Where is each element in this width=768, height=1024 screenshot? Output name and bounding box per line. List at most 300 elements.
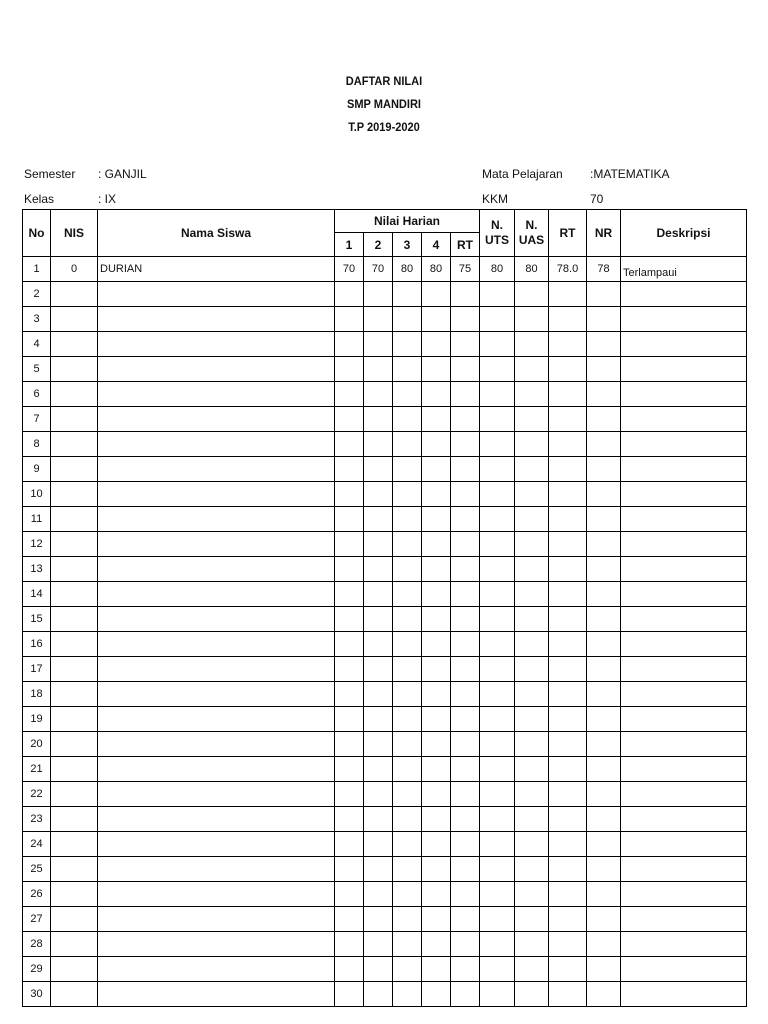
row-harian-4 xyxy=(422,882,451,907)
row-harian-3 xyxy=(393,682,422,707)
row-nr xyxy=(587,357,621,382)
row-harian-1 xyxy=(335,782,364,807)
row-deskripsi xyxy=(621,382,747,407)
semester-label: Semester xyxy=(24,167,76,181)
subject-label: Mata Pelajaran xyxy=(482,167,563,181)
row-nama-siswa: DURIAN xyxy=(98,257,335,282)
row-nis xyxy=(51,507,98,532)
row-number: 28 xyxy=(23,932,51,957)
table-row xyxy=(23,907,747,932)
row-number: 12 xyxy=(23,532,51,557)
row-harian-4 xyxy=(422,932,451,957)
row-nama-siswa xyxy=(98,507,335,532)
row-harian-4 xyxy=(422,732,451,757)
table-row xyxy=(23,557,747,582)
row-number: 19 xyxy=(23,707,51,732)
row-harian-rt xyxy=(451,332,480,357)
row-nis xyxy=(51,357,98,382)
row-deskripsi xyxy=(621,507,747,532)
row-nr: 78 xyxy=(587,257,621,282)
row-n-uas xyxy=(515,657,549,682)
row-deskripsi xyxy=(621,857,747,882)
table-row xyxy=(23,607,747,632)
row-number: 25 xyxy=(23,857,51,882)
row-nr xyxy=(587,782,621,807)
row-nr xyxy=(587,382,621,407)
row-nis xyxy=(51,782,98,807)
row-harian-2 xyxy=(364,307,393,332)
row-harian-1 xyxy=(335,932,364,957)
row-nr xyxy=(587,457,621,482)
row-nis xyxy=(51,557,98,582)
row-nis xyxy=(51,982,98,1007)
row-harian-4 xyxy=(422,857,451,882)
row-rt xyxy=(549,932,587,957)
row-deskripsi xyxy=(621,782,747,807)
row-n-uts xyxy=(480,357,515,382)
table-row xyxy=(23,682,747,707)
row-harian-3 xyxy=(393,882,422,907)
row-harian-3 xyxy=(393,657,422,682)
row-nama-siswa xyxy=(98,307,335,332)
row-nr xyxy=(587,982,621,1007)
row-nis xyxy=(51,857,98,882)
row-harian-1 xyxy=(335,532,364,557)
row-rt xyxy=(549,732,587,757)
row-harian-1 xyxy=(335,282,364,307)
row-nama-siswa xyxy=(98,582,335,607)
row-nama-siswa xyxy=(98,482,335,507)
row-rt xyxy=(549,357,587,382)
row-harian-rt xyxy=(451,982,480,1007)
row-nis xyxy=(51,482,98,507)
row-n-uts xyxy=(480,807,515,832)
row-harian-1 xyxy=(335,907,364,932)
grades-table-body xyxy=(23,257,747,1007)
table-row xyxy=(23,332,747,357)
row-n-uas xyxy=(515,532,549,557)
row-nr xyxy=(587,832,621,857)
row-deskripsi xyxy=(621,807,747,832)
row-deskripsi xyxy=(621,732,747,757)
row-nama-siswa xyxy=(98,657,335,682)
row-number: 29 xyxy=(23,957,51,982)
row-n-uas xyxy=(515,982,549,1007)
row-harian-1 xyxy=(335,732,364,757)
table-row xyxy=(23,982,747,1007)
row-harian-rt xyxy=(451,557,480,582)
row-n-uts xyxy=(480,707,515,732)
row-nama-siswa xyxy=(98,707,335,732)
row-nr xyxy=(587,432,621,457)
row-harian-rt xyxy=(451,657,480,682)
row-nr xyxy=(587,807,621,832)
row-harian-3 xyxy=(393,282,422,307)
row-nama-siswa xyxy=(98,682,335,707)
row-nr xyxy=(587,732,621,757)
row-rt xyxy=(549,632,587,657)
row-nr xyxy=(587,557,621,582)
row-nama-siswa xyxy=(98,632,335,657)
row-harian-3 xyxy=(393,982,422,1007)
row-harian-1 xyxy=(335,482,364,507)
row-n-uts xyxy=(480,482,515,507)
row-harian-2 xyxy=(364,832,393,857)
row-nis xyxy=(51,882,98,907)
row-number: 8 xyxy=(23,432,51,457)
row-harian-2 xyxy=(364,657,393,682)
row-harian-rt xyxy=(451,732,480,757)
row-nis xyxy=(51,307,98,332)
row-harian-rt xyxy=(451,932,480,957)
row-harian-2 xyxy=(364,757,393,782)
row-nr xyxy=(587,632,621,657)
row-rt xyxy=(549,882,587,907)
row-number: 17 xyxy=(23,657,51,682)
row-n-uts xyxy=(480,407,515,432)
row-n-uts xyxy=(480,832,515,857)
row-harian-rt xyxy=(451,832,480,857)
row-nis xyxy=(51,582,98,607)
row-nis xyxy=(51,407,98,432)
row-harian-4 xyxy=(422,707,451,732)
row-harian-3 xyxy=(393,907,422,932)
row-deskripsi xyxy=(621,582,747,607)
row-number: 1 xyxy=(23,257,51,282)
row-n-uas xyxy=(515,607,549,632)
row-number: 11 xyxy=(23,507,51,532)
row-harian-2 xyxy=(364,482,393,507)
row-harian-1 xyxy=(335,957,364,982)
row-harian-1 xyxy=(335,457,364,482)
row-rt xyxy=(549,657,587,682)
row-harian-1 xyxy=(335,707,364,732)
row-nama-siswa xyxy=(98,982,335,1007)
row-rt xyxy=(549,957,587,982)
row-number: 3 xyxy=(23,307,51,332)
row-rt xyxy=(549,532,587,557)
row-nis: 0 xyxy=(51,257,98,282)
row-nr xyxy=(587,307,621,332)
row-harian-rt xyxy=(451,282,480,307)
row-harian-4 xyxy=(422,632,451,657)
row-harian-3 xyxy=(393,532,422,557)
row-harian-2 xyxy=(364,532,393,557)
row-harian-1 xyxy=(335,882,364,907)
row-nis xyxy=(51,657,98,682)
row-n-uas xyxy=(515,282,549,307)
row-harian-3 xyxy=(393,407,422,432)
row-number: 22 xyxy=(23,782,51,807)
row-nama-siswa xyxy=(98,907,335,932)
row-harian-2 xyxy=(364,807,393,832)
row-n-uts xyxy=(480,757,515,782)
row-harian-rt xyxy=(451,857,480,882)
row-n-uts xyxy=(480,682,515,707)
row-n-uts xyxy=(480,332,515,357)
row-harian-1 xyxy=(335,982,364,1007)
row-harian-2 xyxy=(364,582,393,607)
row-number: 13 xyxy=(23,557,51,582)
row-n-uas xyxy=(515,907,549,932)
row-n-uas xyxy=(515,307,549,332)
kelas-value: : IX xyxy=(98,192,117,206)
row-nis xyxy=(51,807,98,832)
row-n-uts xyxy=(480,957,515,982)
row-harian-4 xyxy=(422,832,451,857)
header-nama-siswa: Nama Siswa xyxy=(98,210,335,257)
row-harian-4 xyxy=(422,757,451,782)
table-row xyxy=(23,382,747,407)
row-nis xyxy=(51,332,98,357)
row-harian-1 xyxy=(335,332,364,357)
row-harian-rt xyxy=(451,432,480,457)
table-row xyxy=(23,807,747,832)
row-n-uas xyxy=(515,332,549,357)
row-harian-2 xyxy=(364,607,393,632)
row-number: 4 xyxy=(23,332,51,357)
row-harian-3 xyxy=(393,632,422,657)
row-harian-1 xyxy=(335,507,364,532)
row-harian-3 xyxy=(393,457,422,482)
table-row xyxy=(23,832,747,857)
row-n-uas xyxy=(515,832,549,857)
row-harian-2 xyxy=(364,507,393,532)
row-harian-3 xyxy=(393,507,422,532)
row-n-uts xyxy=(480,782,515,807)
row-harian-3 xyxy=(393,332,422,357)
row-harian-2 xyxy=(364,857,393,882)
table-row xyxy=(23,657,747,682)
grades-table xyxy=(22,209,747,1007)
row-rt xyxy=(549,332,587,357)
row-number: 6 xyxy=(23,382,51,407)
row-deskripsi xyxy=(621,707,747,732)
row-nr xyxy=(587,682,621,707)
row-number: 30 xyxy=(23,982,51,1007)
row-nr xyxy=(587,407,621,432)
row-nama-siswa xyxy=(98,807,335,832)
row-harian-2 xyxy=(364,932,393,957)
row-deskripsi xyxy=(621,457,747,482)
row-harian-4 xyxy=(422,532,451,557)
row-deskripsi xyxy=(621,907,747,932)
row-n-uts xyxy=(480,857,515,882)
row-number: 5 xyxy=(23,357,51,382)
row-harian-2 xyxy=(364,382,393,407)
row-harian-1 xyxy=(335,557,364,582)
row-n-uas xyxy=(515,482,549,507)
row-nama-siswa xyxy=(98,782,335,807)
row-harian-3 xyxy=(393,832,422,857)
row-nis xyxy=(51,832,98,857)
row-nis xyxy=(51,757,98,782)
document-title-block xyxy=(0,74,768,143)
row-harian-4 xyxy=(422,307,451,332)
row-rt xyxy=(549,407,587,432)
row-harian-3 xyxy=(393,782,422,807)
row-rt xyxy=(549,457,587,482)
row-harian-2 xyxy=(364,332,393,357)
header-harian-1: 1 xyxy=(335,233,364,257)
header-harian-3: 3 xyxy=(393,233,422,257)
row-nis xyxy=(51,957,98,982)
row-nama-siswa xyxy=(98,957,335,982)
table-row xyxy=(23,357,747,382)
row-harian-2 xyxy=(364,882,393,907)
row-harian-1 xyxy=(335,807,364,832)
row-n-uts xyxy=(480,457,515,482)
table-row xyxy=(23,482,747,507)
row-harian-rt xyxy=(451,707,480,732)
row-nr xyxy=(587,957,621,982)
row-rt xyxy=(549,432,587,457)
row-number: 14 xyxy=(23,582,51,607)
row-number: 7 xyxy=(23,407,51,432)
row-n-uts xyxy=(480,432,515,457)
table-row xyxy=(23,432,747,457)
header-n-uts-line2: UTS xyxy=(485,233,509,247)
header-nis: NIS xyxy=(51,210,98,257)
row-nr xyxy=(587,757,621,782)
row-harian-rt xyxy=(451,357,480,382)
row-harian-rt xyxy=(451,682,480,707)
row-harian-4 xyxy=(422,407,451,432)
header-n-uts xyxy=(480,210,515,257)
row-rt xyxy=(549,607,587,632)
row-harian-3 xyxy=(393,957,422,982)
row-nama-siswa xyxy=(98,532,335,557)
row-rt xyxy=(549,557,587,582)
table-row xyxy=(23,757,747,782)
row-harian-4 xyxy=(422,657,451,682)
row-nama-siswa xyxy=(98,607,335,632)
row-n-uas xyxy=(515,357,549,382)
row-harian-2 xyxy=(364,632,393,657)
row-n-uas xyxy=(515,957,549,982)
row-harian-2: 70 xyxy=(364,257,393,282)
row-harian-1 xyxy=(335,382,364,407)
row-harian-2 xyxy=(364,282,393,307)
school-name: SMP MANDIRI xyxy=(346,97,422,111)
row-deskripsi xyxy=(621,607,747,632)
row-n-uts xyxy=(480,932,515,957)
row-harian-3 xyxy=(393,757,422,782)
header-harian-rt: RT xyxy=(451,233,480,257)
row-n-uts xyxy=(480,532,515,557)
row-nis xyxy=(51,632,98,657)
row-deskripsi xyxy=(621,982,747,1007)
row-n-uas xyxy=(515,807,549,832)
row-number: 20 xyxy=(23,732,51,757)
header-n-uts-line1: N. xyxy=(491,218,503,232)
row-harian-1 xyxy=(335,307,364,332)
row-n-uts: 80 xyxy=(480,257,515,282)
row-n-uas xyxy=(515,682,549,707)
row-harian-1 xyxy=(335,857,364,882)
row-harian-1 xyxy=(335,432,364,457)
row-nr xyxy=(587,882,621,907)
row-number: 18 xyxy=(23,682,51,707)
row-harian-2 xyxy=(364,357,393,382)
row-number: 27 xyxy=(23,907,51,932)
row-n-uts xyxy=(480,732,515,757)
row-n-uas xyxy=(515,382,549,407)
row-deskripsi xyxy=(621,832,747,857)
row-n-uts xyxy=(480,282,515,307)
row-deskripsi xyxy=(621,282,747,307)
row-harian-3 xyxy=(393,932,422,957)
row-harian-4 xyxy=(422,607,451,632)
row-nama-siswa xyxy=(98,857,335,882)
row-number: 2 xyxy=(23,282,51,307)
row-harian-4 xyxy=(422,582,451,607)
row-harian-1 xyxy=(335,682,364,707)
header-n-uas-line2: UAS xyxy=(518,233,545,247)
row-deskripsi xyxy=(621,632,747,657)
subject-value: :MATEMATIKA xyxy=(590,167,670,181)
row-nr xyxy=(587,857,621,882)
row-rt xyxy=(549,907,587,932)
row-nama-siswa xyxy=(98,457,335,482)
row-harian-3 xyxy=(393,307,422,332)
row-nr xyxy=(587,607,621,632)
row-nr xyxy=(587,532,621,557)
row-harian-1 xyxy=(335,657,364,682)
row-rt xyxy=(549,782,587,807)
row-harian-4 xyxy=(422,982,451,1007)
row-nr xyxy=(587,932,621,957)
row-rt xyxy=(549,507,587,532)
row-deskripsi: Terlampaui xyxy=(621,257,747,282)
table-row xyxy=(23,957,747,982)
row-n-uts xyxy=(480,507,515,532)
row-harian-3 xyxy=(393,607,422,632)
row-harian-2 xyxy=(364,982,393,1007)
row-rt xyxy=(549,757,587,782)
row-harian-1: 70 xyxy=(335,257,364,282)
row-deskripsi xyxy=(621,882,747,907)
table-row xyxy=(23,532,747,557)
row-nr xyxy=(587,582,621,607)
row-rt xyxy=(549,582,587,607)
row-harian-1 xyxy=(335,757,364,782)
row-rt xyxy=(549,282,587,307)
row-harian-1 xyxy=(335,357,364,382)
row-harian-4: 80 xyxy=(422,257,451,282)
row-harian-4 xyxy=(422,382,451,407)
row-deskripsi xyxy=(621,407,747,432)
table-row xyxy=(23,732,747,757)
row-harian-4 xyxy=(422,957,451,982)
row-nr xyxy=(587,657,621,682)
row-number: 10 xyxy=(23,482,51,507)
header-nilai-harian: Nilai Harian xyxy=(335,210,480,233)
header-no: No xyxy=(23,210,51,257)
table-row xyxy=(23,582,747,607)
header-nr: NR xyxy=(587,210,621,257)
table-row xyxy=(23,782,747,807)
row-harian-1 xyxy=(335,607,364,632)
row-nr xyxy=(587,482,621,507)
row-rt xyxy=(549,832,587,857)
row-n-uts xyxy=(480,382,515,407)
row-deskripsi xyxy=(621,307,747,332)
row-rt xyxy=(549,382,587,407)
row-harian-1 xyxy=(335,407,364,432)
row-n-uts xyxy=(480,607,515,632)
row-harian-2 xyxy=(364,732,393,757)
